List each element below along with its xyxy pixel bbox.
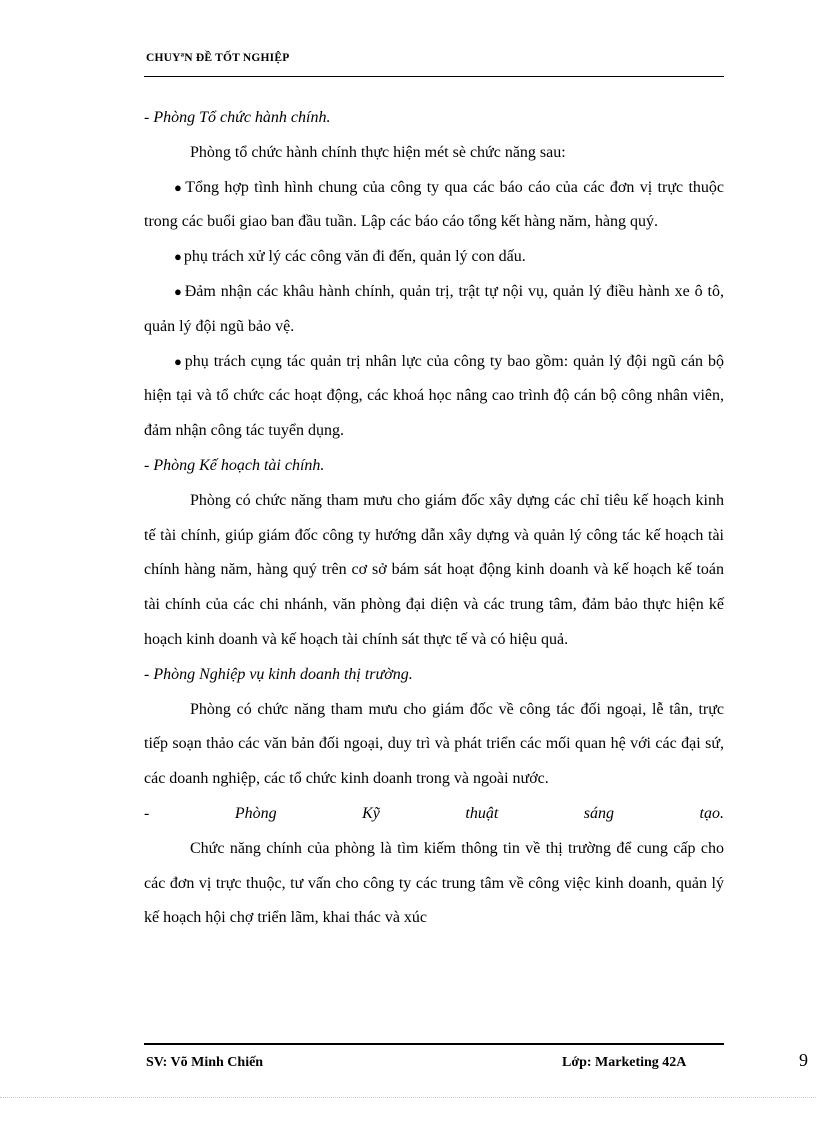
heading-word: - xyxy=(144,804,150,822)
heading-word: Kỹ xyxy=(362,804,380,822)
footer-student-name: SV: Võ Minh Chiến xyxy=(146,1055,264,1070)
page-header-title: CHUYªN ĐỀ TỐT NGHIỆP xyxy=(146,52,290,64)
finance-paragraph: Phòng có chức năng tham mưu cho giám đốc xây dựng các chỉ tiêu kế hoạch kinh tế tài chính, giúp giám đốc công ty hướng dẫn xây dựng và quản lý công tác kế hoạch tài chính hàng năm, hàng quý trên cơ sở bám sát hoạt động kinh doanh và kế hoạch kế toán tài chính của các chi nhánh, văn phòng đại diện và các trung tâm, đảm bảo thực hiện kế hoạch kinh doanh và kế hoạch tài chính sát thực tế và có hiệu quả. xyxy=(144,491,724,648)
bullet-text: phụ trách xử lý các công văn đi đến, quản lý con dấu. xyxy=(183,248,526,266)
section-heading-administration: - Phòng Tổ chức hành chính. xyxy=(144,109,331,126)
page-number: 9 xyxy=(799,1050,808,1070)
market-paragraph: Phòng có chức năng tham mưu cho giám đốc về công tác đối ngoại, lễ tân, trực tiếp soạn thảo các văn bản đối ngoại, duy trì và phát triển các mối quan hệ với các đại sứ, các doanh nghiệp, các tổ chức kinh doanh trong và ngoài nước. xyxy=(144,700,724,788)
bullet-icon: ● xyxy=(174,353,183,369)
footer-class-name: Lớp: Marketing 42A xyxy=(562,1055,687,1070)
heading-word: Phòng xyxy=(234,804,277,822)
section-heading-finance: - Phòng Kế hoạch tài chính. xyxy=(144,456,325,474)
footer-rule xyxy=(144,1043,724,1045)
section-heading-technical xyxy=(144,797,724,832)
administration-bullet-4 xyxy=(144,345,724,449)
bullet-text: phụ trách cụng tác quản trị nhân lực của công ty bao gồm: quản lý đội ngũ cán bộ hiện tại và tổ chức các hoạt động, các khoá học nâng cao trình độ cán bộ công nhân viên, đảm nhận công tác tuyển dụng. xyxy=(144,352,724,440)
administration-bullet-1 xyxy=(144,171,724,241)
bullet-icon: ● xyxy=(174,179,184,195)
document-body xyxy=(144,101,724,936)
page-edge-divider xyxy=(0,1097,816,1098)
heading-word: sáng xyxy=(583,804,615,822)
heading-word: thuật xyxy=(465,804,499,822)
administration-intro: Phòng tổ chức hành chính thực hiện mét sè chức năng sau: xyxy=(190,143,566,161)
administration-bullet-3 xyxy=(144,275,724,345)
heading-word: tạo. xyxy=(699,804,724,822)
bullet-icon: ● xyxy=(174,283,183,299)
section-heading-market: - Phòng Nghiệp vụ kinh doanh thị trường. xyxy=(144,665,413,683)
bullet-text: Tổng hợp tình hình chung của công ty qua các báo cáo của các đơn vị trực thuộc trong các buổi giao ban đầu tuần. Lập các báo cáo tổng kết hàng năm, hàng quý. xyxy=(144,178,724,231)
bullet-text: Đảm nhận các khâu hành chính, quản trị, trật tự nội vụ, quản lý điều hành xe ô tô, quản lý đội ngũ bảo vệ. xyxy=(144,282,724,335)
technical-paragraph: Chức năng chính của phòng là tìm kiếm thông tin về thị trường để cung cấp cho các đơn vị trực thuộc, tư vấn cho công ty các trung tâm về công việc kinh doanh, quản lý kế hoạch hội chợ triển lãm, khai thác và xúc xyxy=(144,839,724,927)
administration-bullet-2 xyxy=(144,240,724,275)
bullet-icon: ● xyxy=(174,249,182,265)
header-rule xyxy=(144,76,724,77)
